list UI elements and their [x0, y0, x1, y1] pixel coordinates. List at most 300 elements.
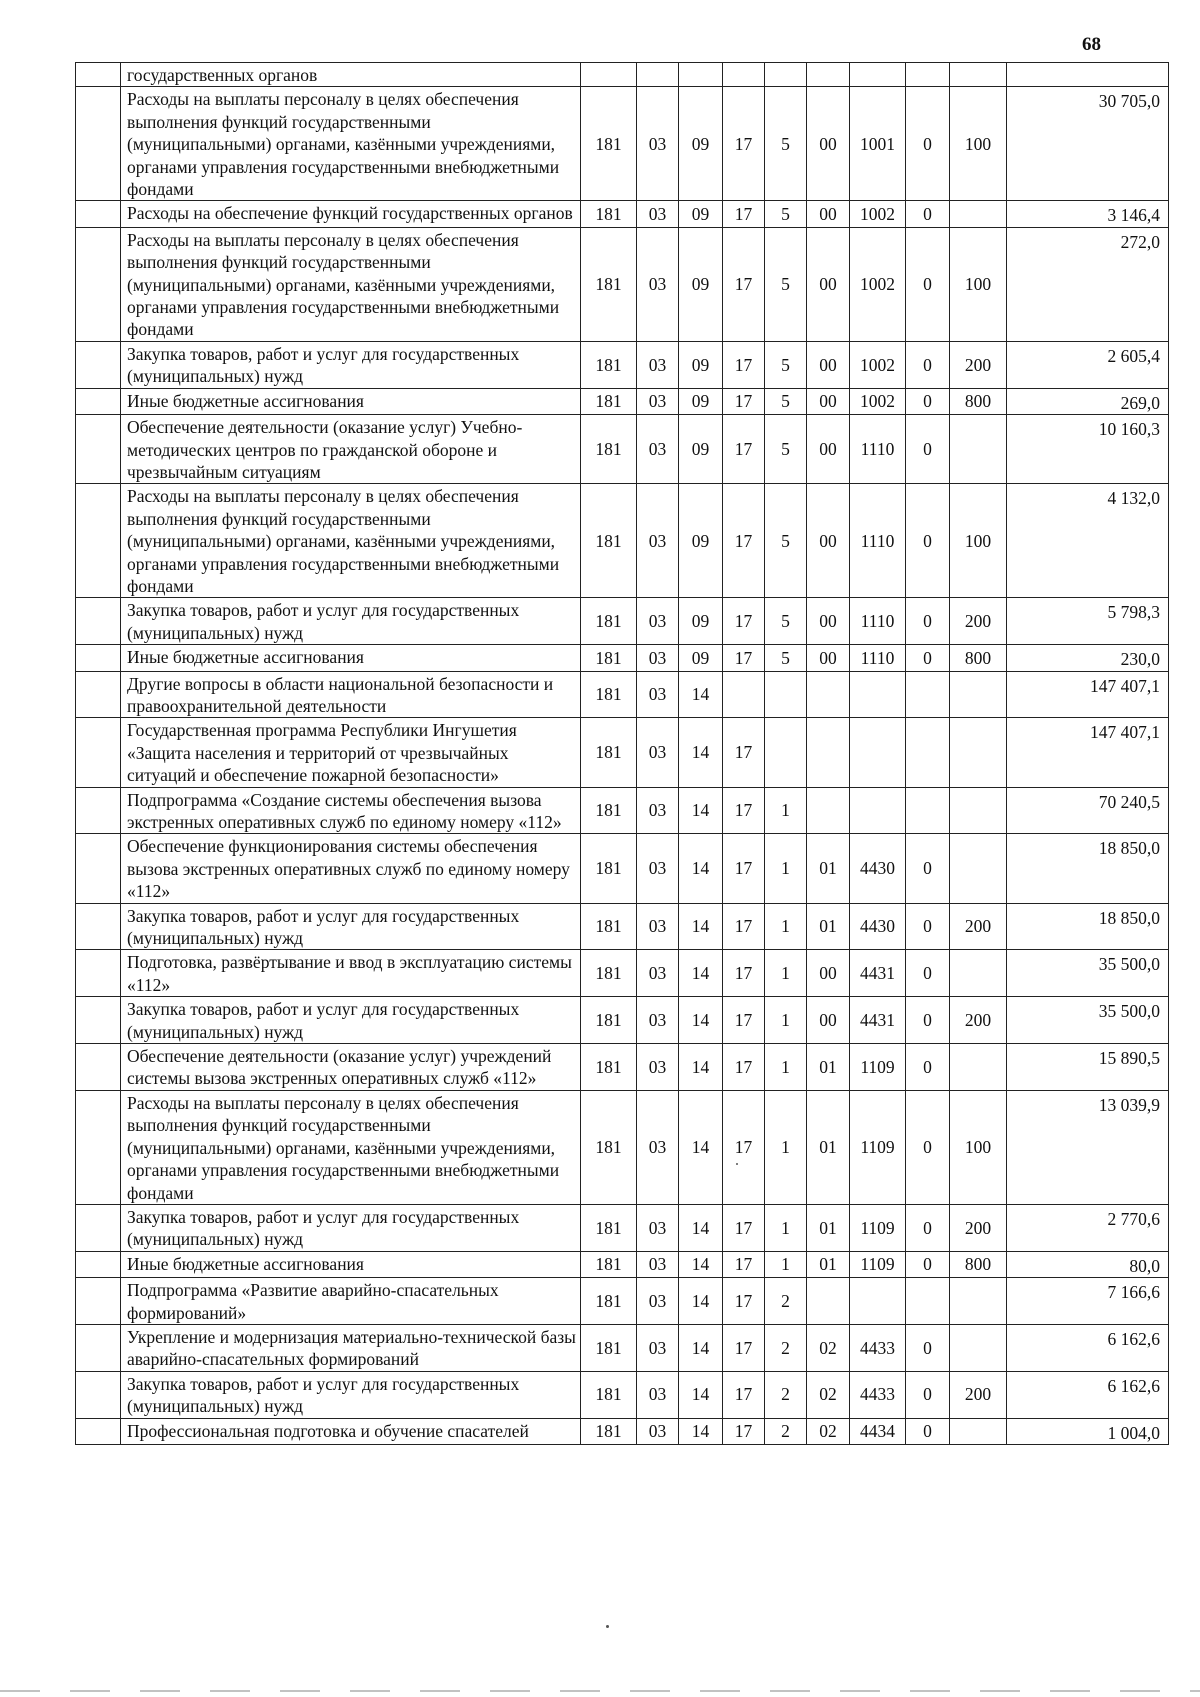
code-vr-cell: [950, 415, 1007, 484]
code-subprogram-cell: [765, 718, 807, 787]
code-pr-cell: 14: [679, 834, 723, 903]
code-pr-cell: 14: [679, 718, 723, 787]
code-gr-cell: 181: [581, 787, 637, 834]
code-rz-cell: 03: [637, 950, 679, 997]
amount-cell: 230,0: [1007, 645, 1169, 671]
code-extra-cell: 0: [906, 1251, 950, 1277]
code-event-cell: 00: [807, 388, 850, 414]
row-number-cell: [76, 1090, 121, 1204]
code-extra-cell: 0: [906, 87, 950, 201]
expense-name-cell: Подготовка, развёртывание и ввод в эксплуатацию системы «112»: [121, 950, 581, 997]
code-direction-cell: 1109: [850, 1044, 906, 1091]
code-vr-cell: 200: [950, 341, 1007, 388]
row-number-cell: [76, 997, 121, 1044]
code-subprogram-cell: 1: [765, 950, 807, 997]
code-vr-cell: 800: [950, 388, 1007, 414]
code-pr-cell: 14: [679, 671, 723, 718]
code-event-cell: 01: [807, 1090, 850, 1204]
code-direction-cell: 1110: [850, 645, 906, 671]
code-vr-cell: 200: [950, 1371, 1007, 1418]
table-row: [76, 1418, 1169, 1444]
expense-name-cell: Закупка товаров, работ и услуг для государственных (муниципальных) нужд: [121, 903, 581, 950]
expense-name-cell: Иные бюджетные ассигнования: [121, 1251, 581, 1277]
amount-cell: 13 039,9: [1007, 1090, 1169, 1204]
table-row: [76, 1278, 1169, 1325]
code-vr-cell: 100: [950, 1090, 1007, 1204]
code-pr-cell: 14: [679, 1251, 723, 1277]
code-vr-cell: [950, 63, 1007, 87]
row-number-cell: [76, 671, 121, 718]
expense-name-cell: Расходы на выплаты персоналу в целях обеспечения выполнения функций государственными (муниципальными) органами, казёнными учреждениями, органами управления государственными внебюджетными фондами: [121, 1090, 581, 1204]
code-extra-cell: 0: [906, 1044, 950, 1091]
code-rz-cell: 03: [637, 1090, 679, 1204]
code-direction-cell: [850, 787, 906, 834]
scan-speck: [606, 1625, 609, 1628]
code-rz-cell: 03: [637, 1324, 679, 1371]
table-row: [76, 341, 1169, 388]
code-subprogram-cell: 1: [765, 787, 807, 834]
code-vr-cell: [950, 1324, 1007, 1371]
row-number-cell: [76, 87, 121, 201]
code-direction-cell: 1001: [850, 87, 906, 201]
code-rz-cell: 03: [637, 718, 679, 787]
code-program-cell: 17: [723, 997, 765, 1044]
code-gr-cell: 181: [581, 1090, 637, 1204]
code-gr-cell: 181: [581, 950, 637, 997]
expense-name-cell: Закупка товаров, работ и услуг для государственных (муниципальных) нужд: [121, 1371, 581, 1418]
code-direction-cell: 1110: [850, 484, 906, 598]
code-gr-cell: 181: [581, 903, 637, 950]
row-number-cell: [76, 645, 121, 671]
code-pr-cell: 14: [679, 1278, 723, 1325]
table-row: [76, 201, 1169, 227]
code-extra-cell: [906, 671, 950, 718]
code-pr-cell: 14: [679, 1371, 723, 1418]
code-extra-cell: 0: [906, 1418, 950, 1444]
expense-name-cell: Иные бюджетные ассигнования: [121, 645, 581, 671]
code-rz-cell: 03: [637, 645, 679, 671]
code-extra-cell: 0: [906, 598, 950, 645]
code-pr-cell: 09: [679, 415, 723, 484]
code-event-cell: 00: [807, 227, 850, 341]
code-subprogram-cell: 5: [765, 341, 807, 388]
code-gr-cell: 181: [581, 1204, 637, 1251]
code-rz-cell: 03: [637, 1278, 679, 1325]
expense-name-cell: Обеспечение функционирования системы обеспечения вызова экстренных оперативных служб по единому номеру «112»: [121, 834, 581, 903]
code-gr-cell: 181: [581, 388, 637, 414]
code-direction-cell: 1002: [850, 388, 906, 414]
code-gr-cell: 181: [581, 671, 637, 718]
row-number-cell: [76, 484, 121, 598]
code-extra-cell: 0: [906, 1371, 950, 1418]
code-program-cell: 17: [723, 388, 765, 414]
code-event-cell: 00: [807, 87, 850, 201]
code-event-cell: 00: [807, 950, 850, 997]
code-vr-cell: 200: [950, 598, 1007, 645]
expense-name-cell: Государственная программа Республики Ингушетия «Защита населения и территорий от чрезвычайных ситуаций и обеспечение пожарной безопасности»: [121, 718, 581, 787]
code-vr-cell: 200: [950, 1204, 1007, 1251]
code-direction-cell: [850, 718, 906, 787]
code-subprogram-cell: 1: [765, 997, 807, 1044]
code-vr-cell: [950, 201, 1007, 227]
table-row: [76, 834, 1169, 903]
code-subprogram-cell: 2: [765, 1278, 807, 1325]
code-program-cell: [723, 63, 765, 87]
code-gr-cell: 181: [581, 484, 637, 598]
code-rz-cell: 03: [637, 341, 679, 388]
code-program-cell: 17: [723, 1371, 765, 1418]
code-rz-cell: 03: [637, 1371, 679, 1418]
table-row: [76, 1371, 1169, 1418]
code-event-cell: 01: [807, 903, 850, 950]
code-extra-cell: 0: [906, 484, 950, 598]
code-rz-cell: [637, 63, 679, 87]
table-row: [76, 671, 1169, 718]
code-subprogram-cell: 5: [765, 201, 807, 227]
code-direction-cell: 1109: [850, 1090, 906, 1204]
code-direction-cell: 4431: [850, 997, 906, 1044]
expense-name-cell: Закупка товаров, работ и услуг для государственных (муниципальных) нужд: [121, 598, 581, 645]
row-number-cell: [76, 227, 121, 341]
code-gr-cell: 181: [581, 718, 637, 787]
code-subprogram-cell: 5: [765, 388, 807, 414]
code-subprogram-cell: [765, 671, 807, 718]
expense-name-cell: Укрепление и модернизация материально-технической базы аварийно-спасательных формирований: [121, 1324, 581, 1371]
row-number-cell: [76, 388, 121, 414]
code-direction-cell: 1002: [850, 201, 906, 227]
amount-cell: 7 166,6: [1007, 1278, 1169, 1325]
code-program-cell: 17: [723, 834, 765, 903]
code-program-cell: 17: [723, 787, 765, 834]
amount-cell: 80,0: [1007, 1251, 1169, 1277]
code-program-cell: 17: [723, 1418, 765, 1444]
expense-name-cell: Обеспечение деятельности (оказание услуг) учреждений системы вызова экстренных оперативных служб «112»: [121, 1044, 581, 1091]
code-event-cell: 02: [807, 1418, 850, 1444]
code-gr-cell: 181: [581, 598, 637, 645]
amount-cell: 35 500,0: [1007, 950, 1169, 997]
code-program-cell: 17: [723, 201, 765, 227]
amount-cell: 6 162,6: [1007, 1324, 1169, 1371]
code-event-cell: 02: [807, 1371, 850, 1418]
code-pr-cell: 14: [679, 1044, 723, 1091]
code-vr-cell: [950, 671, 1007, 718]
table-row: [76, 598, 1169, 645]
code-event-cell: [807, 671, 850, 718]
code-rz-cell: 03: [637, 834, 679, 903]
amount-cell: 4 132,0: [1007, 484, 1169, 598]
code-rz-cell: 03: [637, 87, 679, 201]
code-vr-cell: 100: [950, 87, 1007, 201]
code-subprogram-cell: 1: [765, 834, 807, 903]
row-number-cell: [76, 834, 121, 903]
code-event-cell: 01: [807, 1044, 850, 1091]
amount-cell: 5 798,3: [1007, 598, 1169, 645]
code-direction-cell: [850, 63, 906, 87]
code-subprogram-cell: 5: [765, 415, 807, 484]
code-vr-cell: [950, 834, 1007, 903]
table-row: [76, 1044, 1169, 1091]
code-pr-cell: 14: [679, 1090, 723, 1204]
code-gr-cell: 181: [581, 1278, 637, 1325]
code-program-cell: 17: [723, 484, 765, 598]
code-subprogram-cell: 5: [765, 227, 807, 341]
code-subprogram-cell: [765, 63, 807, 87]
code-pr-cell: 09: [679, 598, 723, 645]
row-number-cell: [76, 1278, 121, 1325]
table-row: [76, 718, 1169, 787]
row-number-cell: [76, 1418, 121, 1444]
code-event-cell: [807, 787, 850, 834]
row-number-cell: [76, 1324, 121, 1371]
code-pr-cell: 14: [679, 1204, 723, 1251]
expense-name-cell: государственных органов: [121, 63, 581, 87]
amount-cell: 15 890,5: [1007, 1044, 1169, 1091]
code-rz-cell: 03: [637, 388, 679, 414]
code-vr-cell: [950, 1044, 1007, 1091]
code-vr-cell: [950, 787, 1007, 834]
table-row: [76, 645, 1169, 671]
code-extra-cell: 0: [906, 645, 950, 671]
code-gr-cell: 181: [581, 645, 637, 671]
code-program-cell: 17: [723, 1044, 765, 1091]
code-vr-cell: 800: [950, 1251, 1007, 1277]
code-gr-cell: 181: [581, 1044, 637, 1091]
row-number-cell: [76, 787, 121, 834]
code-program-cell: 17: [723, 645, 765, 671]
code-program-cell: [723, 671, 765, 718]
code-pr-cell: 09: [679, 87, 723, 201]
amount-cell: 70 240,5: [1007, 787, 1169, 834]
code-event-cell: 01: [807, 1251, 850, 1277]
row-number-cell: [76, 718, 121, 787]
code-subprogram-cell: 1: [765, 1204, 807, 1251]
code-gr-cell: 181: [581, 1251, 637, 1277]
code-vr-cell: [950, 1278, 1007, 1325]
expense-name-cell: Закупка товаров, работ и услуг для государственных (муниципальных) нужд: [121, 341, 581, 388]
expense-name-cell: Обеспечение деятельности (оказание услуг) Учебно-методических центров по гражданской обороне и чрезвычайным ситуациям: [121, 415, 581, 484]
code-gr-cell: 181: [581, 201, 637, 227]
code-program-cell: 17: [723, 1090, 765, 1204]
code-pr-cell: 14: [679, 950, 723, 997]
row-number-cell: [76, 341, 121, 388]
code-direction-cell: 4433: [850, 1324, 906, 1371]
code-vr-cell: 200: [950, 903, 1007, 950]
code-program-cell: 17: [723, 1251, 765, 1277]
table-row: [76, 1204, 1169, 1251]
code-program-cell: 17: [723, 415, 765, 484]
code-event-cell: 01: [807, 1204, 850, 1251]
page-number: 68: [1082, 34, 1101, 55]
code-vr-cell: 100: [950, 227, 1007, 341]
code-program-cell: 17: [723, 1204, 765, 1251]
amount-cell: 269,0: [1007, 388, 1169, 414]
code-gr-cell: 181: [581, 227, 637, 341]
code-direction-cell: 1002: [850, 227, 906, 341]
table-row: [76, 415, 1169, 484]
code-gr-cell: 181: [581, 834, 637, 903]
code-event-cell: 02: [807, 1324, 850, 1371]
code-extra-cell: 0: [906, 1090, 950, 1204]
code-direction-cell: 1109: [850, 1251, 906, 1277]
code-extra-cell: 0: [906, 950, 950, 997]
code-pr-cell: 09: [679, 388, 723, 414]
code-event-cell: 01: [807, 834, 850, 903]
code-direction-cell: 1110: [850, 415, 906, 484]
expense-name-cell: Расходы на выплаты персоналу в целях обеспечения выполнения функций государственными (муниципальными) органами, казёнными учреждениями, органами управления государственными внебюджетными фондами: [121, 87, 581, 201]
code-subprogram-cell: 5: [765, 645, 807, 671]
budget-table: [75, 62, 1169, 1445]
table-row: [76, 63, 1169, 87]
code-vr-cell: [950, 1418, 1007, 1444]
code-extra-cell: 0: [906, 341, 950, 388]
code-program-cell: 17: [723, 903, 765, 950]
code-extra-cell: [906, 1278, 950, 1325]
code-event-cell: [807, 63, 850, 87]
amount-cell: 147 407,1: [1007, 718, 1169, 787]
amount-cell: 2 605,4: [1007, 341, 1169, 388]
row-number-cell: [76, 415, 121, 484]
code-rz-cell: 03: [637, 415, 679, 484]
code-pr-cell: 09: [679, 484, 723, 598]
expense-name-cell: Другие вопросы в области национальной безопасности и правоохранительной деятельности: [121, 671, 581, 718]
code-extra-cell: 0: [906, 201, 950, 227]
table-row: [76, 787, 1169, 834]
expense-name-cell: Закупка товаров, работ и услуг для государственных (муниципальных) нужд: [121, 997, 581, 1044]
code-pr-cell: 09: [679, 201, 723, 227]
code-pr-cell: [679, 63, 723, 87]
code-gr-cell: 181: [581, 341, 637, 388]
code-program-cell: 17: [723, 718, 765, 787]
row-number-cell: [76, 1371, 121, 1418]
code-extra-cell: 0: [906, 997, 950, 1044]
code-program-cell: 17: [723, 1324, 765, 1371]
code-vr-cell: 800: [950, 645, 1007, 671]
table-row: [76, 950, 1169, 997]
code-gr-cell: 181: [581, 415, 637, 484]
table-row: [76, 1090, 1169, 1204]
table-row: [76, 484, 1169, 598]
code-program-cell: 17: [723, 341, 765, 388]
row-number-cell: [76, 1044, 121, 1091]
code-direction-cell: 4434: [850, 1418, 906, 1444]
code-vr-cell: [950, 950, 1007, 997]
code-rz-cell: 03: [637, 201, 679, 227]
code-direction-cell: 4433: [850, 1371, 906, 1418]
expense-name-cell: Подпрограмма «Развитие аварийно-спасательных формирований»: [121, 1278, 581, 1325]
expense-name-cell: Подпрограмма «Создание системы обеспечения вызова экстренных оперативных служб по единому номеру «112»: [121, 787, 581, 834]
row-number-cell: [76, 1251, 121, 1277]
code-event-cell: 00: [807, 341, 850, 388]
expense-name-cell: Иные бюджетные ассигнования: [121, 388, 581, 414]
expense-name-cell: Расходы на обеспечение функций государственных органов: [121, 201, 581, 227]
code-rz-cell: 03: [637, 1044, 679, 1091]
amount-cell: 147 407,1: [1007, 671, 1169, 718]
code-program-cell: 17: [723, 227, 765, 341]
code-extra-cell: 0: [906, 1324, 950, 1371]
code-event-cell: 00: [807, 598, 850, 645]
row-number-cell: [76, 63, 121, 87]
code-pr-cell: 14: [679, 997, 723, 1044]
scan-bottom-edge: [0, 1690, 1200, 1692]
code-program-cell: 17: [723, 950, 765, 997]
code-event-cell: 00: [807, 484, 850, 598]
code-direction-cell: 4430: [850, 834, 906, 903]
code-direction-cell: 4430: [850, 903, 906, 950]
code-rz-cell: 03: [637, 671, 679, 718]
code-extra-cell: [906, 63, 950, 87]
scan-speck: [736, 1163, 738, 1165]
row-number-cell: [76, 950, 121, 997]
code-rz-cell: 03: [637, 1418, 679, 1444]
code-direction-cell: 1002: [850, 341, 906, 388]
code-rz-cell: 03: [637, 903, 679, 950]
amount-cell: 2 770,6: [1007, 1204, 1169, 1251]
code-gr-cell: 181: [581, 1371, 637, 1418]
code-pr-cell: 09: [679, 341, 723, 388]
code-rz-cell: 03: [637, 1204, 679, 1251]
code-direction-cell: 1110: [850, 598, 906, 645]
code-direction-cell: [850, 671, 906, 718]
amount-cell: [1007, 63, 1169, 87]
code-event-cell: 00: [807, 201, 850, 227]
code-direction-cell: 1109: [850, 1204, 906, 1251]
table-row: [76, 87, 1169, 201]
row-number-cell: [76, 1204, 121, 1251]
code-gr-cell: 181: [581, 1324, 637, 1371]
amount-cell: 6 162,6: [1007, 1371, 1169, 1418]
code-pr-cell: 14: [679, 1324, 723, 1371]
code-rz-cell: 03: [637, 227, 679, 341]
code-subprogram-cell: 1: [765, 903, 807, 950]
table-row: [76, 997, 1169, 1044]
amount-cell: 272,0: [1007, 227, 1169, 341]
table-row: [76, 1251, 1169, 1277]
table-row: [76, 227, 1169, 341]
amount-cell: 18 850,0: [1007, 903, 1169, 950]
code-gr-cell: [581, 63, 637, 87]
code-gr-cell: 181: [581, 1418, 637, 1444]
code-gr-cell: 181: [581, 997, 637, 1044]
code-subprogram-cell: 5: [765, 598, 807, 645]
code-vr-cell: 100: [950, 484, 1007, 598]
amount-cell: 30 705,0: [1007, 87, 1169, 201]
code-event-cell: 00: [807, 415, 850, 484]
code-subprogram-cell: 1: [765, 1090, 807, 1204]
code-extra-cell: 0: [906, 1204, 950, 1251]
code-rz-cell: 03: [637, 997, 679, 1044]
code-vr-cell: 200: [950, 997, 1007, 1044]
table-row: [76, 388, 1169, 414]
row-number-cell: [76, 903, 121, 950]
amount-cell: 3 146,4: [1007, 201, 1169, 227]
code-extra-cell: 0: [906, 903, 950, 950]
code-extra-cell: 0: [906, 227, 950, 341]
expense-name-cell: Расходы на выплаты персоналу в целях обеспечения выполнения функций государственными (муниципальными) органами, казёнными учреждениями, органами управления государственными внебюджетными фондами: [121, 227, 581, 341]
code-subprogram-cell: 5: [765, 87, 807, 201]
amount-cell: 10 160,3: [1007, 415, 1169, 484]
code-extra-cell: [906, 787, 950, 834]
code-subprogram-cell: 1: [765, 1044, 807, 1091]
code-program-cell: 17: [723, 87, 765, 201]
code-subprogram-cell: 2: [765, 1371, 807, 1418]
row-number-cell: [76, 201, 121, 227]
code-subprogram-cell: 2: [765, 1418, 807, 1444]
code-event-cell: 00: [807, 997, 850, 1044]
table-row: [76, 903, 1169, 950]
code-direction-cell: [850, 1278, 906, 1325]
code-rz-cell: 03: [637, 598, 679, 645]
code-rz-cell: 03: [637, 484, 679, 598]
